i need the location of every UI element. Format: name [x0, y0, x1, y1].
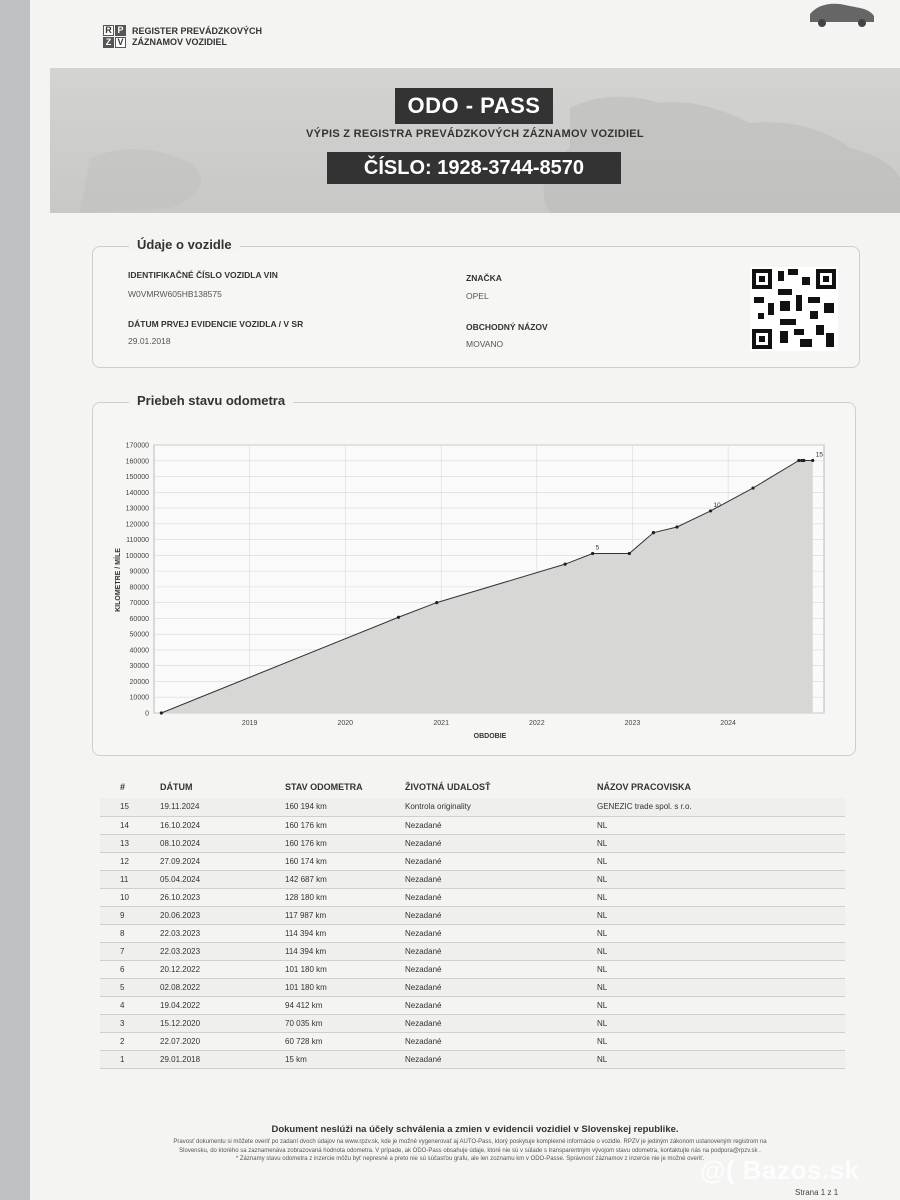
odometer-card-title: Priebeh stavu odometra [129, 393, 293, 408]
y-tick-label: 130000 [125, 505, 149, 513]
record-date: 15.12.2020 [160, 1014, 285, 1032]
table-row [100, 924, 845, 942]
rpzv-letter-r: R [103, 25, 114, 36]
record-workplace: NL [597, 942, 845, 960]
rpzv-logo-grid [103, 25, 126, 48]
org-name-line2: ZÁZNAMOV VOZIDIEL [132, 36, 227, 47]
brand-label: ZNAČKA [466, 273, 502, 283]
rpzv-letter-p: P [115, 25, 126, 36]
model-value: MOVANO [466, 339, 504, 349]
record-odometer: 160 194 km [285, 798, 405, 816]
record-number: 2 [100, 1032, 160, 1050]
table-row [100, 960, 845, 978]
table-row [100, 942, 845, 960]
record-workplace: NL [597, 978, 845, 996]
y-tick-label: 50000 [129, 631, 149, 639]
record-odometer: 94 412 km [285, 996, 405, 1014]
corner-car-logo [790, 0, 880, 28]
rpzv-logo [103, 25, 262, 48]
record-odometer: 160 176 km [285, 834, 405, 852]
record-date: 27.09.2024 [160, 852, 285, 870]
record-event: Nezadané [405, 978, 597, 996]
y-tick-label: 80000 [129, 584, 149, 592]
vin-value: W0VMRW605HB138575 [128, 289, 222, 299]
record-date: 19.04.2022 [160, 996, 285, 1014]
disclaimer-line3: * Záznamy stavu odometra z inzercie môžu byť nepresné a preto nie sú súčasťou grafu, ale len zoznamu km v ODO-Passe. Správnosť záznamov z inzercie nie je možné overiť. [235, 1156, 705, 1162]
y-tick-label: 90000 [129, 568, 149, 576]
table-row [100, 1032, 845, 1050]
y-tick-label: 60000 [129, 615, 149, 623]
record-event: Nezadané [405, 1050, 597, 1068]
record-workplace: NL [597, 996, 845, 1014]
y-tick-label: 70000 [129, 600, 149, 608]
y-axis-ticks [126, 443, 149, 718]
disclaimer-line2: Slovensku, do ktorého sa zaznamenáva zobrazovaná hodnota odometra. V prípade, ak ODO-Pass obsahuje údaje, ktoré nie sú v súlade s transparentným vývojom stavu odometra, kontaktujte nás na podpora@rpzv.sk . [179, 1147, 761, 1154]
col-header-odometer: STAV ODOMETRA [285, 782, 363, 792]
record-workplace: NL [597, 816, 845, 834]
y-tick-label: 150000 [125, 474, 149, 482]
record-event: Nezadané [405, 996, 597, 1014]
col-header-event: ŽIVOTNÁ UDALOSŤ [405, 782, 491, 792]
record-workplace: GENEZIC trade spol. s r.o. [597, 798, 845, 816]
record-number: 9 [100, 906, 160, 924]
bazos-watermark: @( Bazos.sk [700, 1155, 860, 1185]
record-event: Nezadané [405, 834, 597, 852]
record-date: 16.10.2024 [160, 816, 285, 834]
record-event: Nezadané [405, 1032, 597, 1050]
record-odometer: 114 394 km [285, 924, 405, 942]
disclaimer-bold: Dokument neslúži na účely schválenia a zmien v evidencii vozidiel v Slovenskej republike. [271, 1124, 679, 1135]
data-point [652, 531, 655, 534]
point-label: 10 [713, 501, 721, 509]
org-name-line1: REGISTER PREVÁDZKOVÝCH [132, 25, 263, 36]
table-header-row [100, 778, 845, 798]
y-tick-label: 20000 [129, 678, 149, 686]
vehicle-card [92, 237, 860, 368]
document-subtitle: VÝPIS Z REGISTRA PREVÁDZKOVÝCH ZÁZNAMOV VOZIDIEL [306, 128, 644, 140]
record-number: 6 [100, 960, 160, 978]
org-name [132, 26, 262, 48]
record-number: 15 [100, 798, 160, 816]
table-body [100, 798, 845, 1068]
record-odometer: 142 687 km [285, 870, 405, 888]
y-tick-label: 170000 [125, 442, 149, 450]
table-row [100, 978, 845, 996]
qr-finder-bottom-left [752, 329, 772, 349]
record-odometer: 101 180 km [285, 978, 405, 996]
record-odometer: 114 394 km [285, 942, 405, 960]
data-point [591, 552, 594, 555]
x-tick-label: 2022 [529, 720, 545, 727]
y-tick-label: 100000 [125, 552, 149, 560]
x-tick-label: 2019 [241, 720, 258, 727]
document-title: ODO - PASS [395, 88, 553, 124]
record-workplace: NL [597, 852, 845, 870]
data-point [797, 459, 800, 462]
x-axis-ticks [242, 720, 736, 727]
col-header-number: # [120, 782, 126, 792]
rpzv-letter-z: Z [103, 37, 114, 48]
record-odometer: 15 km [285, 1050, 405, 1068]
table-row [100, 996, 845, 1014]
record-number: 5 [100, 978, 160, 996]
record-event: Kontrola originality [405, 798, 597, 816]
record-odometer: 160 176 km [285, 816, 405, 834]
record-workplace: NL [597, 960, 845, 978]
record-event: Nezadané [405, 906, 597, 924]
record-workplace: NL [597, 906, 845, 924]
y-tick-label: 30000 [129, 663, 149, 671]
record-odometer: 160 174 km [285, 852, 405, 870]
record-event: Nezadané [405, 852, 597, 870]
record-date: 22.07.2020 [160, 1032, 285, 1050]
registration-date-label: DÁTUM PRVEJ EVIDENCIE VOZIDLA / V SR [128, 319, 304, 329]
table-row [100, 798, 845, 816]
x-tick-label: 2020 [337, 720, 354, 727]
rpzv-letter-v: V [115, 37, 126, 48]
data-point [435, 601, 438, 604]
data-point [397, 616, 400, 619]
record-workplace: NL [597, 1014, 845, 1032]
record-date: 02.08.2022 [160, 978, 285, 996]
record-number: 8 [100, 924, 160, 942]
record-event: Nezadané [405, 870, 597, 888]
x-tick-label: 2021 [433, 720, 449, 727]
record-event: Nezadané [405, 924, 597, 942]
data-point [802, 459, 805, 462]
record-odometer: 101 180 km [285, 960, 405, 978]
table-row [100, 816, 845, 834]
record-date: 19.11.2024 [160, 798, 285, 816]
data-point [564, 563, 567, 566]
record-number: 7 [100, 942, 160, 960]
table-row [100, 870, 845, 888]
data-point [811, 459, 814, 462]
record-event: Nezadané [405, 888, 597, 906]
record-date: 29.01.2018 [160, 1050, 285, 1068]
x-tick-label: 2024 [720, 720, 736, 727]
x-axis-label: OBDOBIE [473, 733, 507, 740]
record-workplace: NL [597, 1050, 845, 1068]
record-event: Nezadané [405, 960, 597, 978]
brand-value: OPEL [466, 291, 489, 301]
table-row [100, 906, 845, 924]
table-row [100, 1050, 845, 1068]
record-event: Nezadané [405, 816, 597, 834]
table-row [100, 834, 845, 852]
record-number: 12 [100, 852, 160, 870]
odometer-records-table [100, 778, 845, 1069]
y-tick-label: 160000 [125, 458, 149, 466]
data-point [675, 525, 678, 528]
record-odometer: 117 987 km [285, 906, 405, 924]
record-odometer: 60 728 km [285, 1032, 405, 1050]
record-odometer: 128 180 km [285, 888, 405, 906]
record-workplace: NL [597, 870, 845, 888]
y-tick-label: 40000 [129, 647, 149, 655]
record-workplace: NL [597, 924, 845, 942]
vehicle-card-title: Údaje o vozidle [129, 237, 240, 252]
point-label: 5 [595, 544, 600, 552]
record-workplace: NL [597, 834, 845, 852]
model-label: OBCHODNÝ NÁZOV [466, 322, 548, 332]
odometer-chart [92, 425, 852, 745]
x-tick-label: 2023 [624, 720, 641, 727]
record-odometer: 70 035 km [285, 1014, 405, 1032]
record-date: 26.10.2023 [160, 888, 285, 906]
record-number: 10 [100, 888, 160, 906]
record-event: Nezadané [405, 942, 597, 960]
col-header-date: DÁTUM [160, 782, 193, 792]
record-date: 20.12.2022 [160, 960, 285, 978]
disclaimer-line1: Pravosť dokumentu si môžete overiť po zadaní dvoch údajov na www.rpzv.sk, kde je možné vygenerovať aj AUTO-Pass, ktorý poskytuje komplexné informácie o vozidle. RPZV je jediným zákonom ustanoveným registrom na [173, 1139, 767, 1145]
data-point [751, 486, 754, 489]
col-header-workplace: NÁZOV PRACOVISKA [597, 782, 692, 792]
table-row [100, 1014, 845, 1032]
y-tick-label: 0 [145, 710, 149, 718]
record-number: 14 [100, 816, 160, 834]
record-date: 05.04.2024 [160, 870, 285, 888]
y-tick-label: 110000 [126, 537, 149, 545]
document-number: ČÍSLO: 1928-3744-8570 [327, 152, 621, 184]
data-point [709, 509, 712, 512]
table-row [100, 888, 845, 906]
qr-finder-top-right [816, 269, 836, 289]
data-point [160, 711, 163, 714]
record-date: 22.03.2023 [160, 942, 285, 960]
record-date: 20.06.2023 [160, 906, 285, 924]
record-date: 08.10.2024 [160, 834, 285, 852]
point-label: 15 [815, 451, 823, 459]
record-workplace: NL [597, 888, 845, 906]
y-tick-label: 140000 [125, 489, 149, 497]
y-tick-label: 120000 [125, 521, 149, 529]
record-number: 3 [100, 1014, 160, 1032]
data-point [628, 552, 631, 555]
car-icon [790, 0, 880, 28]
y-tick-label: 10000 [129, 694, 149, 702]
page-number: Strana 1 z 1 [795, 1188, 839, 1197]
y-axis-label: KILOMETRE / MÍLE [115, 548, 122, 612]
qr-code-icon [750, 267, 838, 351]
record-number: 4 [100, 996, 160, 1014]
table-row [100, 852, 845, 870]
record-number: 1 [100, 1050, 160, 1068]
qr-finder-top-left [752, 269, 772, 289]
registration-date-value: 29.01.2018 [128, 336, 171, 346]
record-number: 13 [100, 834, 160, 852]
vin-label: IDENTIFIKAČNÉ ČÍSLO VOZIDLA VIN [128, 270, 278, 280]
record-date: 22.03.2023 [160, 924, 285, 942]
record-number: 11 [100, 870, 160, 888]
record-event: Nezadané [405, 1014, 597, 1032]
record-workplace: NL [597, 1032, 845, 1050]
